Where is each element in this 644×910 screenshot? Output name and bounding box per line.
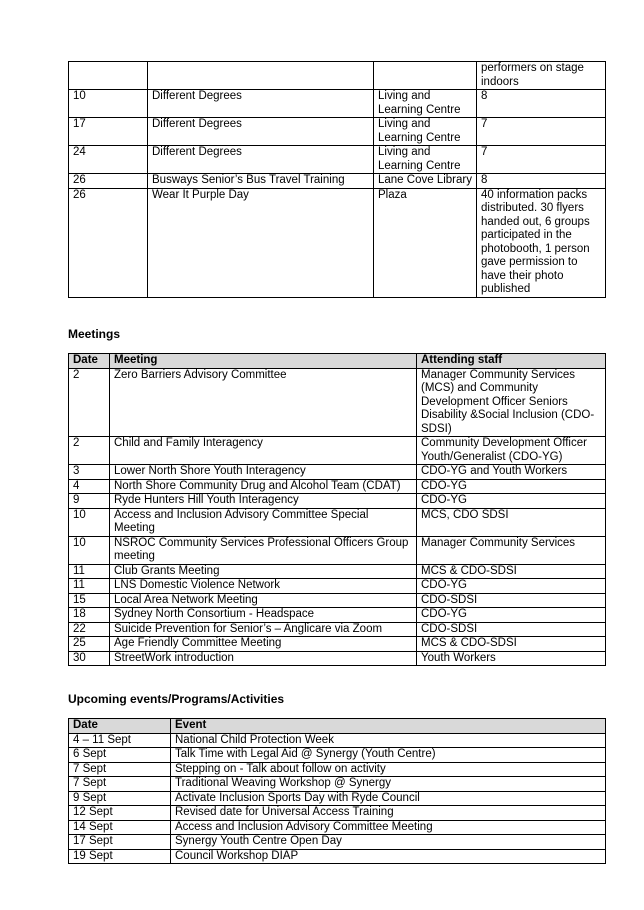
event-date: 10 bbox=[69, 90, 148, 118]
table-row bbox=[69, 748, 606, 763]
table-row bbox=[69, 188, 606, 297]
table-row bbox=[69, 593, 606, 608]
table-row bbox=[69, 479, 606, 494]
table-row bbox=[69, 806, 606, 821]
meeting-name: StreetWork introduction bbox=[110, 651, 417, 666]
table-row bbox=[69, 791, 606, 806]
upcoming-event: Synergy Youth Centre Open Day bbox=[171, 835, 606, 850]
event-name: Different Degrees bbox=[148, 90, 374, 118]
meeting-staff: MCS & CDO-SDSI bbox=[417, 564, 606, 579]
upcoming-date: 12 Sept bbox=[69, 806, 171, 821]
event-location: Lane Cove Library bbox=[374, 174, 477, 189]
column-header-meeting: Meeting bbox=[110, 354, 417, 369]
meeting-date: 30 bbox=[69, 651, 110, 666]
event-date: 17 bbox=[69, 118, 148, 146]
table-row bbox=[69, 90, 606, 118]
meeting-name: North Shore Community Drug and Alcohol Team (CDAT) bbox=[110, 479, 417, 494]
event-notes: 40 information packs distributed. 30 flyers handed out, 6 groups participated in the photobooth, 1 person gave permission to have their photo published bbox=[477, 188, 606, 297]
table-row bbox=[69, 494, 606, 509]
meeting-date: 4 bbox=[69, 479, 110, 494]
meeting-staff: MCS & CDO-SDSI bbox=[417, 637, 606, 652]
upcoming-event: Stepping on - Talk about follow on activity bbox=[171, 762, 606, 777]
table-row bbox=[69, 777, 606, 792]
table-row bbox=[69, 146, 606, 174]
event-name: Busways Senior’s Bus Travel Training bbox=[148, 174, 374, 189]
table-row bbox=[69, 508, 606, 536]
meeting-name: NSROC Community Services Professional Officers Group meeting bbox=[110, 536, 417, 564]
meeting-date: 22 bbox=[69, 622, 110, 637]
event-location bbox=[374, 62, 477, 90]
upcoming-table bbox=[68, 718, 606, 864]
upcoming-heading: Upcoming events/Programs/Activities bbox=[68, 692, 285, 706]
upcoming-event: Council Workshop DIAP bbox=[171, 849, 606, 864]
events-table-body bbox=[69, 62, 606, 298]
table-row bbox=[69, 174, 606, 189]
meeting-date: 10 bbox=[69, 536, 110, 564]
meeting-date: 25 bbox=[69, 637, 110, 652]
meeting-name: Sydney North Consortium - Headspace bbox=[110, 608, 417, 623]
upcoming-date: 6 Sept bbox=[69, 748, 171, 763]
meeting-staff: Manager Community Services (MCS) and Community Development Officer Seniors Disability &Social Inclusion (CDO-SDSI) bbox=[417, 368, 606, 437]
meeting-staff: CDO-SDSI bbox=[417, 622, 606, 637]
meeting-staff: CDO-YG bbox=[417, 579, 606, 594]
meeting-date: 11 bbox=[69, 579, 110, 594]
table-row bbox=[69, 733, 606, 748]
table-row bbox=[69, 579, 606, 594]
meeting-date: 10 bbox=[69, 508, 110, 536]
table-row bbox=[69, 536, 606, 564]
table-row bbox=[69, 118, 606, 146]
event-date: 26 bbox=[69, 174, 148, 189]
upcoming-event: Traditional Weaving Workshop @ Synergy bbox=[171, 777, 606, 792]
upcoming-date: 9 Sept bbox=[69, 791, 171, 806]
meeting-staff: Manager Community Services bbox=[417, 536, 606, 564]
upcoming-event: Activate Inclusion Sports Day with Ryde Council bbox=[171, 791, 606, 806]
table-row bbox=[69, 608, 606, 623]
upcoming-date: 7 Sept bbox=[69, 762, 171, 777]
meeting-date: 2 bbox=[69, 437, 110, 465]
meeting-name: Access and Inclusion Advisory Committee Special Meeting bbox=[110, 508, 417, 536]
meeting-staff: Youth Workers bbox=[417, 651, 606, 666]
table-row bbox=[69, 820, 606, 835]
event-date: 24 bbox=[69, 146, 148, 174]
event-name: Different Degrees bbox=[148, 146, 374, 174]
event-name bbox=[148, 62, 374, 90]
meetings-heading: Meetings bbox=[68, 327, 121, 341]
upcoming-event: National Child Protection Week bbox=[171, 733, 606, 748]
meeting-date: 3 bbox=[69, 465, 110, 480]
column-header-event: Event bbox=[171, 719, 606, 734]
meeting-name: Local Area Network Meeting bbox=[110, 593, 417, 608]
meeting-date: 11 bbox=[69, 564, 110, 579]
upcoming-date: 14 Sept bbox=[69, 820, 171, 835]
table-row bbox=[69, 637, 606, 652]
meeting-staff: Community Development Officer Youth/Generalist (CDO-YG) bbox=[417, 437, 606, 465]
event-notes: 8 bbox=[477, 174, 606, 189]
meeting-staff: CDO-YG and Youth Workers bbox=[417, 465, 606, 480]
meeting-staff: CDO-YG bbox=[417, 608, 606, 623]
upcoming-event: Access and Inclusion Advisory Committee Meeting bbox=[171, 820, 606, 835]
meeting-date: 15 bbox=[69, 593, 110, 608]
meeting-name: Ryde Hunters Hill Youth Interagency bbox=[110, 494, 417, 509]
table-row bbox=[69, 622, 606, 637]
event-date bbox=[69, 62, 148, 90]
table-row bbox=[69, 368, 606, 437]
table-row bbox=[69, 564, 606, 579]
meeting-name: Suicide Prevention for Senior’s – Anglicare via Zoom bbox=[110, 622, 417, 637]
event-location: Plaza bbox=[374, 188, 477, 297]
meeting-staff: MCS, CDO SDSI bbox=[417, 508, 606, 536]
table-row bbox=[69, 62, 606, 90]
table-row bbox=[69, 762, 606, 777]
event-name: Wear It Purple Day bbox=[148, 188, 374, 297]
meeting-name: Child and Family Interagency bbox=[110, 437, 417, 465]
meeting-date: 2 bbox=[69, 368, 110, 437]
event-notes: 8 bbox=[477, 90, 606, 118]
table-row bbox=[69, 465, 606, 480]
meeting-name: Age Friendly Committee Meeting bbox=[110, 637, 417, 652]
event-notes: 7 bbox=[477, 146, 606, 174]
table-row bbox=[69, 849, 606, 864]
upcoming-date: 17 Sept bbox=[69, 835, 171, 850]
meeting-staff: CDO-YG bbox=[417, 479, 606, 494]
events-table bbox=[68, 61, 606, 298]
column-header-staff: Attending staff bbox=[417, 354, 606, 369]
meeting-name: Lower North Shore Youth Interagency bbox=[110, 465, 417, 480]
table-header-row bbox=[69, 719, 606, 734]
event-notes: performers on stage indoors bbox=[477, 62, 606, 90]
event-location: Living and Learning Centre bbox=[374, 146, 477, 174]
table-row bbox=[69, 835, 606, 850]
upcoming-date: 19 Sept bbox=[69, 849, 171, 864]
table-header-row bbox=[69, 354, 606, 369]
meetings-table bbox=[68, 353, 606, 666]
meeting-name: Club Grants Meeting bbox=[110, 564, 417, 579]
meeting-name: LNS Domestic Violence Network bbox=[110, 579, 417, 594]
upcoming-event: Revised date for Universal Access Training bbox=[171, 806, 606, 821]
meeting-name: Zero Barriers Advisory Committee bbox=[110, 368, 417, 437]
column-header-date: Date bbox=[69, 719, 171, 734]
event-notes: 7 bbox=[477, 118, 606, 146]
table-row bbox=[69, 651, 606, 666]
event-date: 26 bbox=[69, 188, 148, 297]
upcoming-event: Talk Time with Legal Aid @ Synergy (Youth Centre) bbox=[171, 748, 606, 763]
meeting-date: 18 bbox=[69, 608, 110, 623]
meeting-staff: CDO-SDSI bbox=[417, 593, 606, 608]
event-location: Living and Learning Centre bbox=[374, 118, 477, 146]
upcoming-date: 4 – 11 Sept bbox=[69, 733, 171, 748]
column-header-date: Date bbox=[69, 354, 110, 369]
table-row bbox=[69, 437, 606, 465]
meeting-date: 9 bbox=[69, 494, 110, 509]
meeting-staff: CDO-YG bbox=[417, 494, 606, 509]
event-location: Living and Learning Centre bbox=[374, 90, 477, 118]
event-name: Different Degrees bbox=[148, 118, 374, 146]
upcoming-date: 7 Sept bbox=[69, 777, 171, 792]
